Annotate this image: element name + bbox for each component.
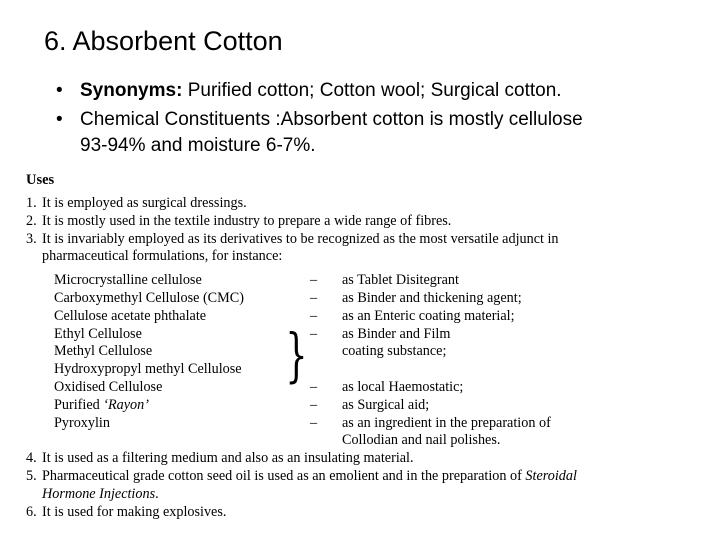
use-item-1 [26, 195, 696, 213]
use-item-text: It is used for making explosives. [42, 503, 227, 520]
dash: – [310, 378, 318, 395]
derivative-use: as Tablet Disitegrant [342, 272, 459, 289]
table-row [26, 397, 696, 415]
dash: – [310, 289, 318, 306]
derivative-name [54, 397, 149, 415]
derivative-name: Pyroxylin [54, 414, 110, 431]
bullet-dot: • [56, 80, 63, 101]
use-item-italic: Steroidal [525, 467, 577, 484]
brace-symbol: } [285, 320, 308, 389]
use-item-4 [26, 450, 696, 468]
table-row [26, 272, 696, 290]
table-row [26, 308, 696, 326]
derivative-name: Cellulose acetate phthalate [54, 307, 207, 324]
bullet-dot: • [56, 109, 63, 130]
dash: – [310, 307, 318, 324]
derivative-use: as local Haemostatic; [342, 378, 464, 395]
slide-title: 6. Absorbent Cotton [44, 26, 283, 56]
use-item-text: It is employed as surgical dressings. [42, 195, 247, 211]
table-row [26, 432, 696, 450]
table-row [26, 415, 696, 433]
derivative-use: as an ingredient in the preparation of [342, 414, 551, 431]
derivatives-table [26, 272, 696, 450]
use-item-text: . [155, 485, 159, 502]
constituents-line2: 93-94% and moisture 6-7%. [80, 135, 316, 156]
dash: – [310, 325, 318, 342]
derivative-name: Carboxymethyl Cellulose (CMC) [54, 289, 244, 306]
table-row [26, 379, 696, 397]
item-number: 1. [26, 195, 37, 211]
use-item-5-cont [26, 486, 696, 504]
derivative-use: Collodian and nail polishes. [342, 432, 501, 449]
use-item-6 [26, 504, 696, 522]
uses-heading: Uses [26, 172, 55, 188]
dash: – [310, 396, 318, 413]
use-item-text: It is invariably employed as its derivatives to be recognized as the most versatile adjunct in [42, 230, 559, 247]
derivative-name: Hydroxypropyl methyl Cellulose [54, 361, 242, 378]
derivative-use: as an Enteric coating material; [342, 307, 515, 324]
synonyms-text: Purified cotton; Cotton wool; Surgical cotton. [182, 80, 562, 101]
name-prefix: Purified [54, 396, 104, 413]
table-row [26, 343, 696, 361]
bullet-synonyms [56, 78, 696, 104]
derivative-use: coating substance; [342, 343, 447, 360]
table-row [26, 361, 696, 379]
derivative-name: Oxidised Cellulose [54, 378, 163, 395]
item-number: 6. [26, 503, 37, 520]
use-item-2 [26, 213, 696, 231]
table-row [26, 290, 696, 308]
use-item-text: Pharmaceutical grade cotton seed oil is used as an emolient and in the preparation of [42, 467, 522, 484]
derivative-name: Microcrystalline cellulose [54, 272, 202, 289]
use-item-italic: Hormone Injections [42, 485, 156, 502]
constituents-line1: Chemical Constituents :Absorbent cotton is mostly cellulose [80, 109, 583, 130]
derivative-use: as Binder and Film [342, 325, 451, 342]
bullet-constituents [56, 107, 696, 159]
synonyms-label: Synonyms: [80, 80, 183, 101]
use-item-3 [26, 231, 696, 249]
use-item-3-cont [26, 248, 696, 266]
uses-scan [26, 172, 696, 521]
bullet-list [56, 78, 696, 162]
derivative-use: as Surgical aid; [342, 396, 430, 413]
name-italic: ‘Rayon’ [103, 396, 149, 413]
dash: – [310, 414, 318, 431]
use-item-text: It is mostly used in the textile industry to prepare a wide range of fibres. [42, 212, 452, 229]
derivative-name: Ethyl Cellulose [54, 325, 142, 342]
item-number: 4. [26, 450, 37, 467]
item-number: 2. [26, 212, 37, 229]
derivative-name: Methyl Cellulose [54, 343, 153, 360]
dash: – [310, 272, 318, 289]
item-number: 3. [26, 230, 37, 247]
use-item-text: pharmaceutical formulations, for instance: [42, 248, 283, 265]
derivative-use: as Binder and thickening agent; [342, 289, 522, 306]
use-item-5 [26, 468, 696, 486]
use-item-text: It is used as a filtering medium and also as an insulating material. [42, 450, 414, 467]
item-number: 5. [26, 467, 37, 484]
